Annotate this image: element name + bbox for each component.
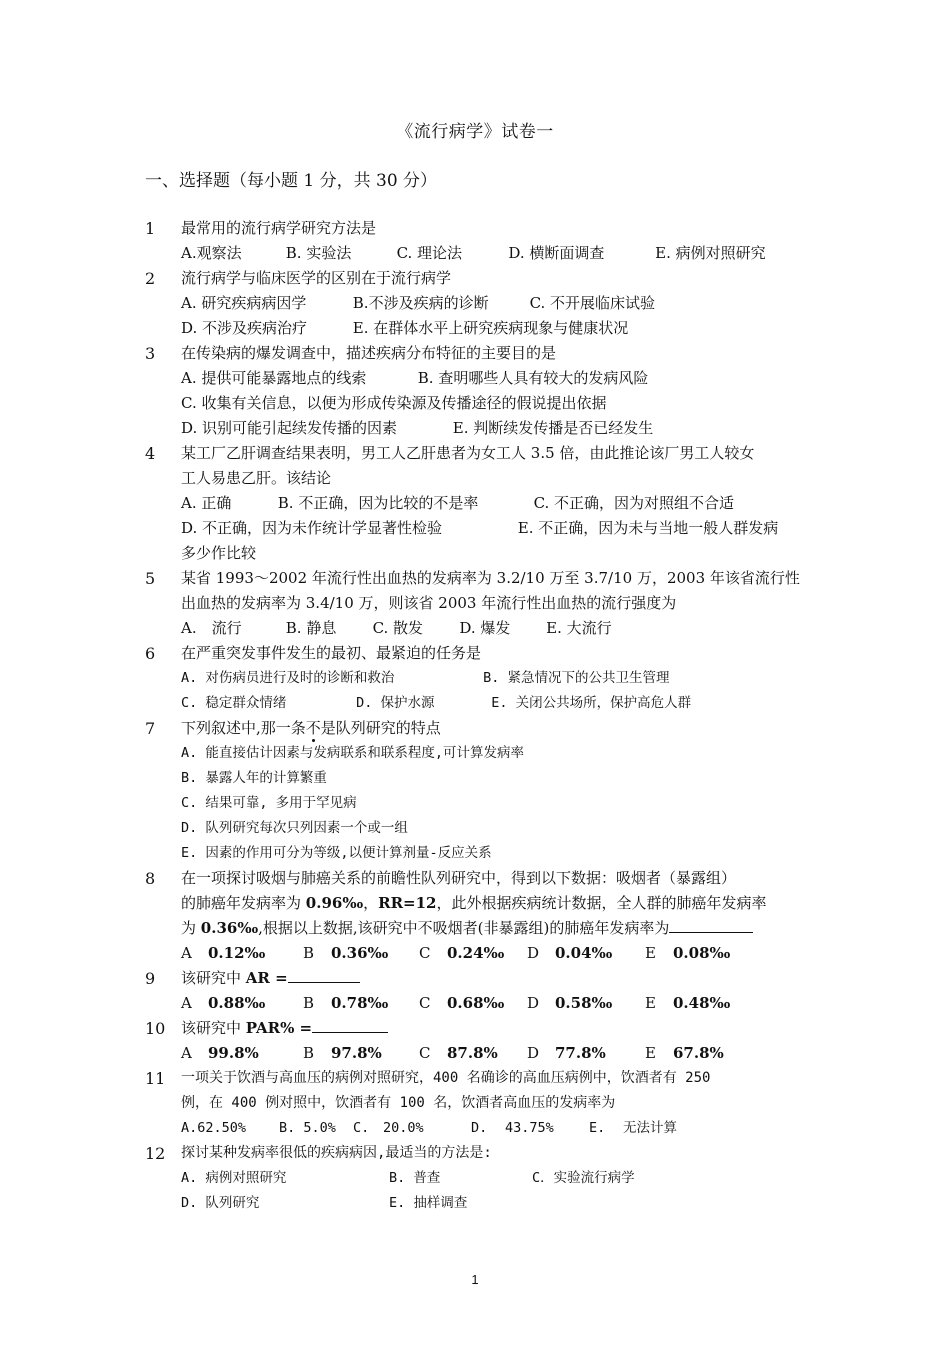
question-8: [145, 866, 810, 966]
question-number: 6: [145, 644, 156, 663]
option-value: 20.0%: [383, 1120, 424, 1136]
question-number: 3: [145, 344, 156, 363]
question-3: [145, 341, 810, 441]
option: D. 队列研究: [181, 1195, 260, 1211]
question-1: [145, 216, 810, 266]
question-stem: 工人易患乙肝。该结论: [181, 469, 332, 487]
option-letter: A: [181, 994, 192, 1012]
option-value: 77.8%: [555, 1044, 606, 1062]
stem-text: 该研究中: [181, 969, 246, 987]
rate-value: 0.36‰: [200, 919, 259, 937]
question-11: [145, 1066, 810, 1141]
question-stem: 在严重突发事件发生的最初、最紧迫的任务是: [181, 644, 482, 662]
question-number: 5: [145, 569, 156, 588]
emphasis-not: 不: [305, 719, 321, 737]
option: B. 查明哪些人具有较大的发病风险: [417, 369, 649, 387]
option-letter: C: [419, 994, 431, 1012]
option: A.62.50%: [181, 1120, 247, 1136]
question-5: [145, 566, 810, 641]
question-stem: [181, 716, 810, 741]
rate-value: 0.96‰: [305, 894, 364, 912]
option: B.不涉及疾病的诊断: [352, 294, 489, 312]
option: D. 识别可能引起续发传播的因素: [181, 419, 398, 437]
answer-blank: [669, 916, 753, 933]
option: C. 不正确，因为对照组不合适: [533, 494, 735, 512]
option-letter: D: [527, 944, 540, 962]
option: C. 收集有关信息，以便为形成传染源及传播途径的假说提出依据: [181, 394, 607, 412]
option: E. 病例对照研究: [655, 244, 766, 262]
option-value: 0.58‰: [555, 994, 613, 1012]
option: B. 普查: [389, 1170, 441, 1186]
option-letter: B: [303, 944, 315, 962]
question-number: 1: [145, 219, 156, 238]
question-number: 9: [145, 969, 156, 988]
question-stem: 在一项探讨吸烟与肺癌关系的前瞻性队列研究中，得到以下数据：吸烟者（暴露组）: [181, 869, 737, 887]
stem-text: 的肺癌年发病率为: [181, 894, 306, 912]
option-value: 0.04‰: [555, 944, 613, 962]
stem-text: 为: [181, 919, 201, 937]
question-stem: 流行病学与临床医学的区别在于流行病学: [181, 269, 452, 287]
option: E. 抽样调查: [389, 1195, 468, 1211]
stem-text: 是队列研究的特点: [320, 719, 441, 737]
option: C．实验流行病学: [532, 1170, 635, 1186]
stem-text: 下列叙述中,那一条: [181, 719, 306, 737]
option: C. 不开展临床试验: [529, 294, 656, 312]
option: D. 横断面调查: [508, 244, 605, 262]
option: E. 判断续发传播是否已经发生: [452, 419, 654, 437]
option-letter: D: [527, 1044, 540, 1062]
option-value: 0.08‰: [673, 944, 731, 962]
question-stem: [181, 1016, 810, 1041]
option: D. 不涉及疾病治疗: [181, 319, 308, 337]
option-value: 0.68‰: [447, 994, 505, 1012]
question-stem: 最常用的流行病学研究方法是: [181, 219, 377, 237]
option: A. 研究疾病病因学: [181, 294, 307, 312]
page-title: 《流行病学》试卷一: [396, 122, 554, 142]
question-7: [145, 716, 810, 866]
option: D. 队列研究每次只列因素一个或一组: [181, 820, 408, 836]
option-letter: E: [645, 944, 656, 962]
question-stem: 一项关于饮酒与高血压的病例对照研究，400 名确诊的高血压病例中，饮酒者有 250: [181, 1070, 711, 1086]
option-letter: E: [645, 994, 656, 1012]
option-letter: B: [303, 1044, 315, 1062]
option: B. 5.0%: [279, 1120, 336, 1136]
option: B. 暴露人年的计算繁重: [181, 770, 327, 786]
option: A.观察法: [181, 244, 242, 262]
option: C. 结果可靠, 多用于罕见病: [181, 795, 357, 811]
option-value: 67.8%: [673, 1044, 724, 1062]
option: A. 流行: [181, 619, 242, 637]
question-stem: 出血热的发病率为 3.4/10 万，则该省 2003 年流行性出血热的流行强度为: [181, 594, 677, 612]
option: C. 稳定群众情绪: [181, 695, 287, 711]
question-12: [145, 1141, 810, 1216]
question-number: 2: [145, 269, 156, 288]
answer-blank: [312, 1016, 388, 1033]
rr-value: RR=12: [378, 894, 437, 912]
question-stem: [181, 891, 810, 916]
stem-text: ,根据以上数据,该研究中不吸烟者(非暴露组)的肺癌年发病率为: [258, 919, 670, 937]
question-list: [145, 216, 810, 1216]
question-9: [145, 966, 810, 1016]
question-number: 8: [145, 869, 156, 888]
option: B. 静息: [285, 619, 337, 637]
option-value: 87.8%: [447, 1044, 498, 1062]
question-stem: 某工厂乙肝调查结果表明，男工人乙肝患者为女工人 3.5 倍，由此推论该厂男工人较女: [181, 444, 755, 462]
question-number: 7: [145, 719, 156, 738]
option: E. 大流行: [546, 619, 612, 637]
option: E. 因素的作用可分为等级,以便计算剂量-反应关系: [181, 845, 492, 861]
stem-text: ，: [363, 894, 379, 912]
option: A. 病例对照研究: [181, 1170, 287, 1186]
option: B. 实验法: [285, 244, 352, 262]
option-letter: E: [645, 1044, 656, 1062]
question-number: 4: [145, 444, 156, 463]
option-value: 0.48‰: [673, 994, 731, 1012]
option: D. 不正确，因为未作统计学显著性检验: [181, 519, 443, 537]
answer-blank: [288, 966, 360, 983]
option-letter: E.: [589, 1120, 606, 1136]
option-letter: D: [527, 994, 540, 1012]
option-letter: C: [419, 1044, 431, 1062]
question-stem: [181, 916, 810, 941]
question-10: [145, 1016, 810, 1066]
ar-label: AR =: [245, 969, 288, 987]
option: A. 能直接估计因素与发病联系和联系程度,可计算发病率: [181, 745, 525, 761]
question-stem: [181, 966, 810, 991]
option: C. 理论法: [396, 244, 463, 262]
option-letter: A: [181, 944, 192, 962]
option: E. 不正确，因为未与当地一般人群发病: [517, 519, 779, 537]
option-continuation: 多少作比较: [181, 544, 257, 562]
option-value: 99.8%: [208, 1044, 259, 1062]
option-value: 0.24‰: [447, 944, 505, 962]
stem-text: 该研究中: [181, 1019, 246, 1037]
question-stem: 例，在 400 例对照中，饮酒者有 100 名，饮酒者高血压的发病率为: [181, 1095, 616, 1111]
option: B. 不正确，因为比较的不是率: [277, 494, 479, 512]
question-number: 10: [145, 1019, 166, 1038]
option: D. 爆发: [459, 619, 511, 637]
option: B. 紧急情况下的公共卫生管理: [483, 670, 670, 686]
option: C. 散发: [372, 619, 424, 637]
option-value: 无法计算: [623, 1120, 677, 1136]
option-letter: C.: [353, 1120, 370, 1136]
question-stem: 探讨某种发病率很低的疾病病因,最适当的方法是:: [181, 1145, 492, 1161]
option-letter: B: [303, 994, 315, 1012]
option-letter: C: [419, 944, 431, 962]
option-value: 97.8%: [331, 1044, 382, 1062]
option-value: 0.36‰: [331, 944, 389, 962]
option-letter: D.: [471, 1120, 488, 1136]
question-stem: 在传染病的爆发调查中，描述疾病分布特征的主要目的是: [181, 344, 557, 362]
question-4: [145, 441, 810, 566]
option: A. 对伤病员进行及时的诊断和救治: [181, 670, 395, 686]
question-stem: 某省 1993～2002 年流行性出血热的发病率为 3.2/10 万至 3.7/10 万，2003 年该省流行性: [181, 569, 800, 587]
option-value: 0.12‰: [208, 944, 266, 962]
option-letter: A: [181, 1044, 192, 1062]
section-heading: 一、选择题（每小题 1 分，共 30 分）: [145, 171, 438, 191]
question-number: 12: [145, 1144, 166, 1163]
option: A. 正确: [181, 494, 232, 512]
question-number: 11: [145, 1069, 166, 1088]
question-6: [145, 641, 810, 716]
option: A. 提供可能暴露地点的线索: [181, 369, 367, 387]
par-label: PAR% =: [245, 1019, 313, 1037]
option-value: 0.78‰: [331, 994, 389, 1012]
option: D. 保护水源: [356, 695, 435, 711]
option-value: 0.88‰: [208, 994, 266, 1012]
option: E. 在群体水平上研究疾病现象与健康状况: [352, 319, 629, 337]
question-2: [145, 266, 810, 341]
stem-text: ，此外根据疾病统计数据，全人群的肺癌年发病率: [436, 894, 767, 912]
page-number: 1: [471, 1272, 479, 1287]
option-value: 43.75%: [505, 1120, 554, 1136]
option: E. 关闭公共场所，保护高危人群: [491, 695, 692, 711]
